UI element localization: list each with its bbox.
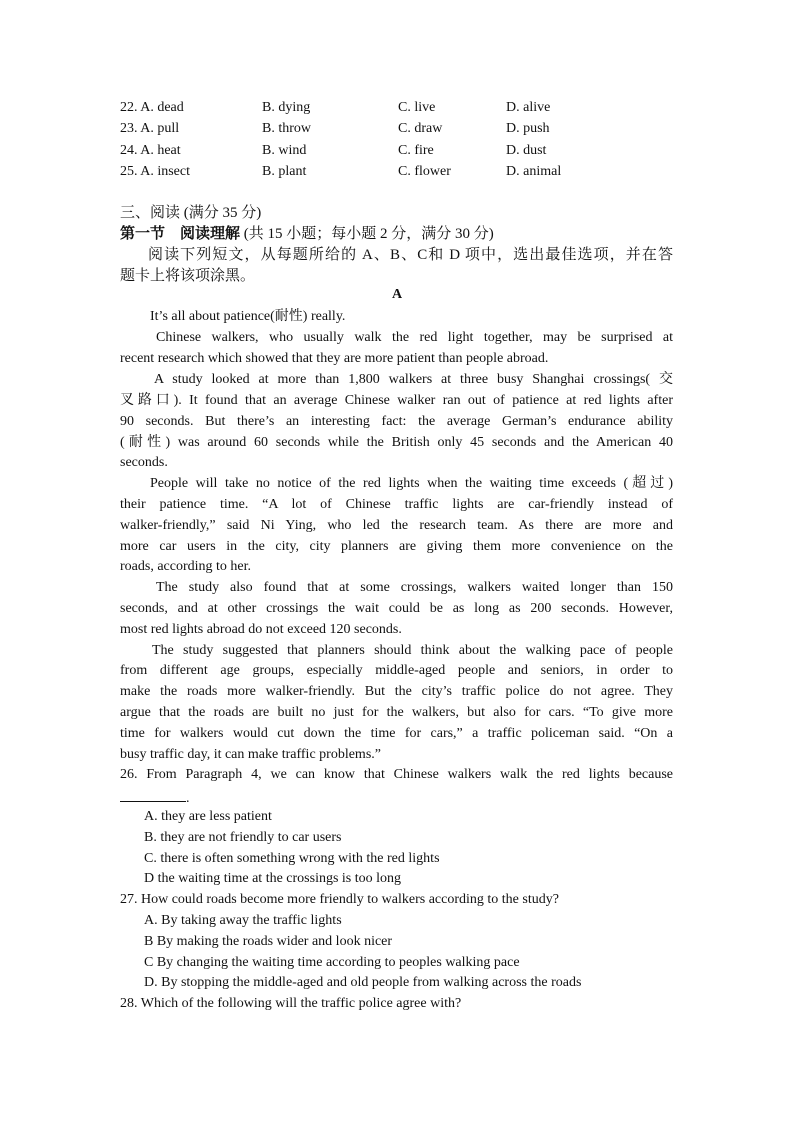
option-a: 24. A. heat [120,143,181,158]
passage-line: Chinese walkers, who usually walk the red light together, may be surprised at [156,330,673,345]
passage-line: most red lights abroad do not exceed 120 seconds. [120,622,402,637]
option-d: D. push [506,121,550,136]
question-26-option: D the waiting time at the crossings is too long [144,871,402,886]
question-27-option: A. By taking away the traffic lights [144,913,342,928]
passage-line: People will take no notice of the red lights when the waiting time exceeds (超过) [150,476,673,491]
passage-line: It’s all about patience(耐性) really. [150,309,346,324]
question-27-option: B By making the roads wider and look nicer [144,934,393,949]
option-d: D. alive [506,100,551,115]
question-26-stem: 26. From Paragraph 4, we can know that Chinese walkers walk the red lights because [120,767,673,782]
question-27-option: C By changing the waiting time according to peoples walking pace [144,955,520,970]
option-b: B. dying [262,100,311,115]
question-26-option: B. they are not friendly to car users [144,830,342,845]
passage-line: their patience time. “A lot of Chinese traffic lights are car-friendly instead of [120,497,673,512]
option-d: D. dust [506,143,547,158]
option-a: 25. A. insect [120,164,190,179]
question-27-stem: 27. How could roads become more friendly to walkers according to the study? [120,892,559,907]
question-27-option: D. By stopping the middle-aged and old people from walking across the roads [144,975,582,990]
part-title: 第一节 阅读理解 [120,226,241,242]
option-b: B. throw [262,121,311,136]
passage-line: roads, according to her. [120,559,252,574]
question-28-stem: 28. Which of the following will the traffic police agree with? [120,996,462,1011]
passage-line: seconds, and at other crossings the wait could be as long as 200 seconds. However, [120,601,673,616]
instructions-line-1: 阅读下列短文，从每题所给的 A、B、C和 D 项中，选出最佳选项，并在答 [148,247,673,263]
passage-line: The study also found that at some crossings, walkers waited longer than 150 [156,580,673,595]
passage-line: more car users in the city, city planners are giving them more convenience on the [120,539,673,554]
passage-line: from different age groups, especially middle-aged people and seniors, in order to [120,663,673,678]
passage-line: seconds. [120,455,168,470]
option-c: C. flower [398,164,451,179]
passage-line: 叉路口). It found that an average Chinese walker ran out of patience at red lights after [120,393,673,408]
passage-line: The study suggested that planners should think about the walking pace of people [152,643,673,658]
passage-line: A study looked at more than 1,800 walkers at three busy Shanghai crossings( 交 [154,372,673,387]
passage-line: busy traffic day, it can make traffic problems.” [120,747,381,762]
passage-line: walker-friendly,” said Ni Ying, who led the research team. As there are more and [120,518,673,533]
passage-line: (耐性) was around 60 seconds while the British only 45 seconds and the American 40 [120,435,673,450]
passage-label: A [391,287,403,302]
option-c: C. fire [398,143,434,158]
part-heading [120,224,673,245]
instructions-line-2: 题卡上将该项涂黑。 [120,268,256,284]
option-b: B. plant [262,164,307,179]
option-c: C. live [398,100,436,115]
answer-blank [120,787,186,802]
question-26-option: A. they are less patient [144,809,272,824]
option-a: 23. A. pull [120,121,180,136]
option-d: D. animal [506,164,562,179]
passage-line: recent research which showed that they are more patient than people abroad. [120,351,549,366]
passage-line: argue that the roads are built no just for the walkers, but also for cars. “To give more [120,705,673,720]
option-c: C. draw [398,121,443,136]
section-title: 三、阅读 (满分 35 分) [120,205,262,221]
passage-line: time for walkers would cut down the time for cars,” a traffic policeman said. “On a [120,726,673,741]
question-26-option: C. there is often something wrong with the red lights [144,851,440,866]
part-info: (共 15 小题；每小题 2 分，满分 30 分) [240,226,494,242]
option-b: B. wind [262,143,307,158]
stem-end: . [186,791,190,806]
option-a: 22. A. dead [120,100,184,115]
passage-line: 90 seconds. But there’s an interesting fact: the average German’s endurance ability [120,414,673,429]
passage-line: make the roads more walker-friendly. But the city’s traffic police do not agree. They [120,684,673,699]
